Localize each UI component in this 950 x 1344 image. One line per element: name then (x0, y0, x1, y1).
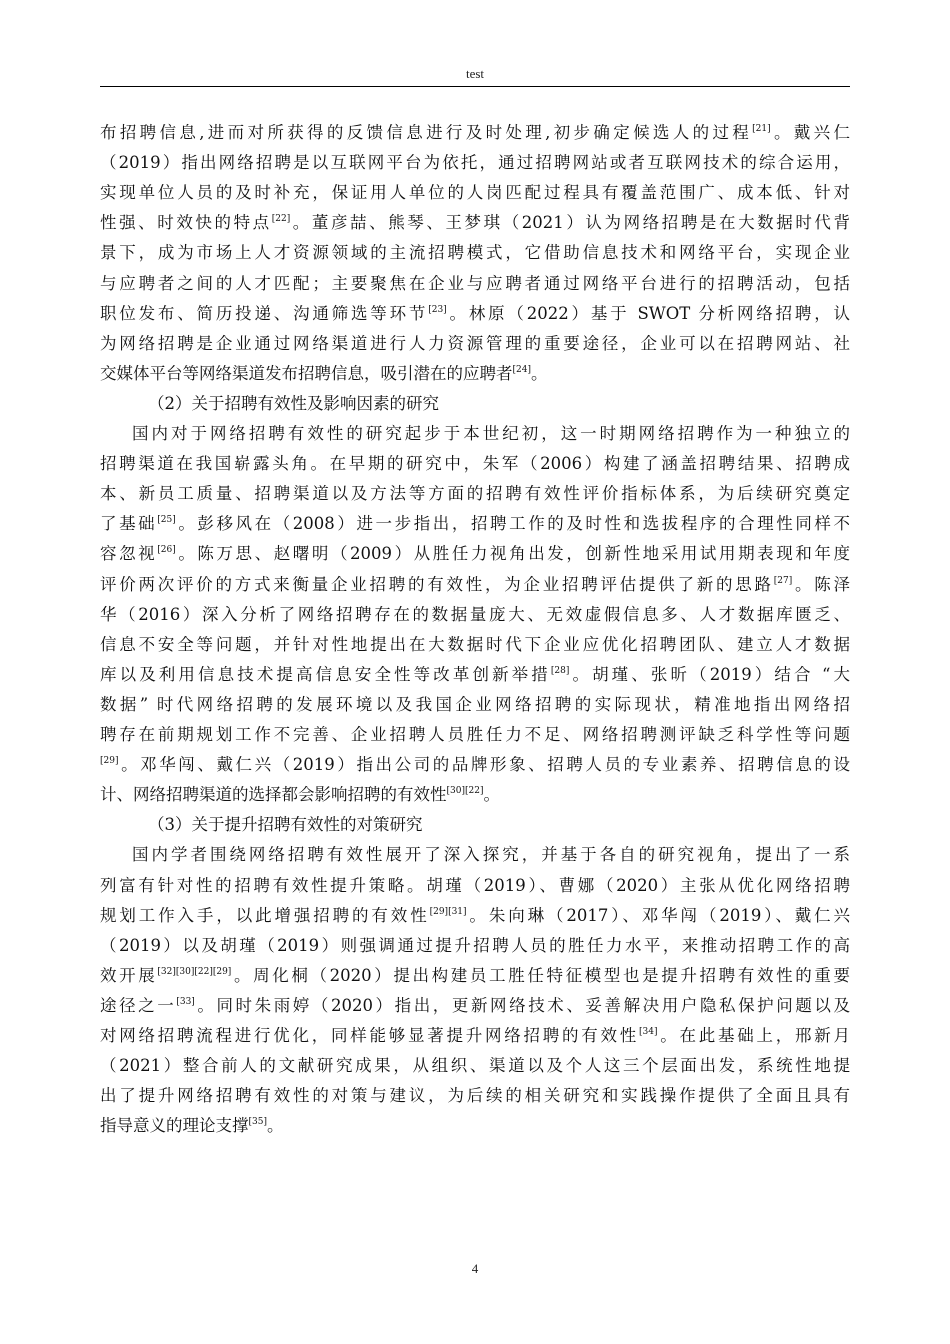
text-line (100, 274, 850, 294)
citation-ref: [21] (752, 124, 771, 134)
text-line (100, 966, 850, 986)
citation-ref: [25] (157, 515, 176, 525)
text-run: 。朱向琳（2017）、邓华闯（2019）、戴仁兴 (466, 906, 850, 925)
text-line (100, 123, 850, 143)
text-line (100, 936, 850, 956)
text-run: 了基础 (100, 514, 158, 533)
text-run: 。 (483, 785, 500, 804)
text-line (100, 725, 850, 745)
text-run: 途径之一 (100, 996, 177, 1015)
text-run: 与应聘者之间的人才匹配；主要聚焦在企业与应聘者通过网络平台进行的招聘活动，包括 (100, 274, 850, 293)
section-heading (148, 394, 850, 414)
text-line (100, 153, 850, 173)
text-run: （2019）以及胡瑾（2019）则强调通过提升招聘人员的胜任力水平，来推动招聘工作的高 (100, 936, 850, 955)
text-line (100, 906, 850, 926)
text-run: （3）关于提升招聘有效性的对策研究 (148, 815, 423, 834)
text-line (100, 996, 850, 1016)
text-line (100, 1116, 850, 1136)
text-line (100, 665, 850, 685)
text-run: 本、新员工质量、招聘渠道以及方法等方面的招聘有效性评价指标体系，为后续研究奠定 (100, 484, 850, 503)
text-run: 。周化桐（2020）提出构建员工胜任特征模型也是提升招聘有效性的重要 (231, 966, 850, 985)
text-line (100, 183, 850, 203)
text-line (100, 695, 850, 715)
citation-ref: [29] (100, 756, 119, 766)
citation-ref: [26] (157, 545, 176, 555)
text-run: 对网络招聘流程进行优化，同样能够显著提升网络招聘的有效性 (100, 1026, 640, 1045)
page-number: 4 (471, 1261, 479, 1276)
text-run: 布招聘信息,进而对所获得的反馈信息进行及时处理,初步确定候选人的过程 (100, 123, 753, 142)
text-line (100, 876, 850, 896)
text-run: 职位发布、简历投递、沟通筛选等环节 (100, 304, 429, 323)
text-run: 。 (530, 364, 548, 383)
text-line (100, 635, 850, 655)
page-header-title: test (465, 66, 485, 81)
citation-ref: [27] (773, 576, 793, 586)
text-run: 。 (266, 1116, 284, 1135)
text-run: 列富有针对性的招聘有效性提升策略。胡瑾（2019）、曹娜（2020）主张从优化网络招聘 (100, 876, 850, 895)
text-run: 。林原（2022）基于 SWOT 分析网络招聘，认 (446, 304, 850, 323)
text-run: 容忽视 (100, 544, 158, 563)
text-line (100, 514, 850, 534)
text-run: 聘存在前期规划工作不完善、企业招聘人员胜任力不足、网络招聘测评缺乏科学性等问题 (100, 725, 850, 744)
text-run: 。彭移风在（2008）进一步指出，招聘工作的及时性和选拔程序的合理性同样不 (175, 514, 850, 533)
text-run: 实现单位人员的及时补充，保证用人单位的人岗匹配过程具有覆盖范围广、成本低、针对 (100, 183, 850, 202)
text-line (100, 1026, 850, 1046)
text-run: 招聘渠道在我国崭露头角。在早期的研究中，朱军（2006）构建了涵盖招聘结果、招聘成 (100, 454, 850, 473)
citation-ref: [30][22] (446, 786, 484, 796)
text-line (100, 605, 850, 625)
text-run: 信息不安全等问题，并针对性地提出在大数据时代下企业应优化招聘团队、建立人才数据 (100, 635, 850, 654)
text-line (100, 544, 850, 564)
text-run: 库以及利用信息技术提高信息安全性等改革创新举措 (100, 665, 551, 684)
citation-ref: [22] (271, 214, 291, 224)
text-run: 国内学者围绕网络招聘有效性展开了深入探究，并基于各自的研究视角，提出了一系 (132, 845, 850, 864)
text-line (100, 1056, 850, 1076)
text-run: 评价两次评价的方式来衡量企业招聘的有效性，为企业招聘评估提供了新的思路 (100, 575, 774, 594)
citation-ref: [28] (550, 666, 570, 676)
text-run: 。董彦喆、熊琴、王梦琪（2021）认为网络招聘是在大数据时代背 (290, 213, 850, 232)
text-run: 为网络招聘是企业通过网络渠道进行人力资源管理的重要途径，企业可以在招聘网站、社 (100, 334, 850, 353)
citation-ref: [35] (248, 1117, 267, 1127)
text-line (100, 575, 850, 595)
text-line (100, 484, 850, 504)
text-run: 。戴兴仁 (770, 123, 850, 142)
text-run: 出了提升网络招聘有效性的对策与建议，为后续的相关研究和实践操作提供了全面且具有 (100, 1086, 850, 1105)
text-line (100, 454, 850, 474)
citation-ref: [33] (176, 997, 195, 1007)
text-line (100, 243, 850, 263)
text-line (132, 845, 850, 865)
text-run: 。陈泽 (792, 575, 850, 594)
text-run: 景下，成为市场上人才资源领域的主流招聘模式，它借助信息技术和网络平台，实现企业 (100, 243, 850, 262)
text-line (132, 424, 850, 444)
text-run: 交媒体平台等网络渠道发布招聘信息，吸引潜在的应聘者 (100, 364, 513, 383)
text-run: 计、网络招聘渠道的选择都会影响招聘的有效性 (100, 785, 447, 804)
citation-ref: [32][30][22][29] (157, 967, 232, 977)
text-line (100, 1086, 850, 1106)
text-run: （2021）整合前人的文献研究成果，从组织、渠道以及个人这三个层面出发，系统性地提 (100, 1056, 850, 1075)
text-run: 。陈万思、赵曙明（2009）从胜任力视角出发，创新性地采用试用期表现和年度 (175, 544, 850, 563)
text-run: 性强、时效快的特点 (100, 213, 272, 232)
text-run: 效开展 (100, 966, 158, 985)
text-run: （2019）指出网络招聘是以互联网平台为依托，通过招聘网站或者互联网技术的综合运用， (100, 153, 850, 172)
text-run: 。胡瑾、张昕（2019）结合 “大 (569, 665, 850, 684)
header-rule (100, 86, 850, 87)
text-run: 规划工作入手，以此增强招聘的有效性 (100, 906, 430, 925)
citation-ref: [29][31] (429, 907, 467, 917)
text-run: 指导意义的理论支撑 (100, 1116, 249, 1135)
text-run: （2）关于招聘有效性及影响因素的研究 (148, 394, 439, 413)
text-line (100, 213, 850, 233)
text-run: 数据” 时代网络招聘的发展环境以及我国企业网络招聘的实际现状，精准地指出网络招 (100, 695, 850, 714)
text-line (100, 785, 850, 805)
text-run: 华（2016）深入分析了网络招聘存在的数据量庞大、无效虚假信息多、人才数据库匮乏、 (100, 605, 850, 624)
text-run: 国内对于网络招聘有效性的研究起步于本世纪初，这一时期网络招聘作为一种独立的 (132, 424, 850, 443)
text-line (100, 304, 850, 324)
section-heading (148, 815, 850, 835)
text-line (100, 755, 850, 775)
citation-ref: [24] (512, 365, 531, 375)
citation-ref: [34] (639, 1027, 658, 1037)
text-run: 。在此基础上，邢新月 (657, 1026, 850, 1045)
text-run: 。邓华闯、戴仁兴（2019）指出公司的品牌形象、招聘人员的专业素养、招聘信息的设 (118, 755, 850, 774)
citation-ref: [23] (428, 305, 447, 315)
text-line (100, 334, 850, 354)
text-line (100, 364, 850, 384)
text-run: 。同时朱雨婷（2020）指出，更新网络技术、妥善解决用户隐私保护问题以及 (194, 996, 850, 1015)
